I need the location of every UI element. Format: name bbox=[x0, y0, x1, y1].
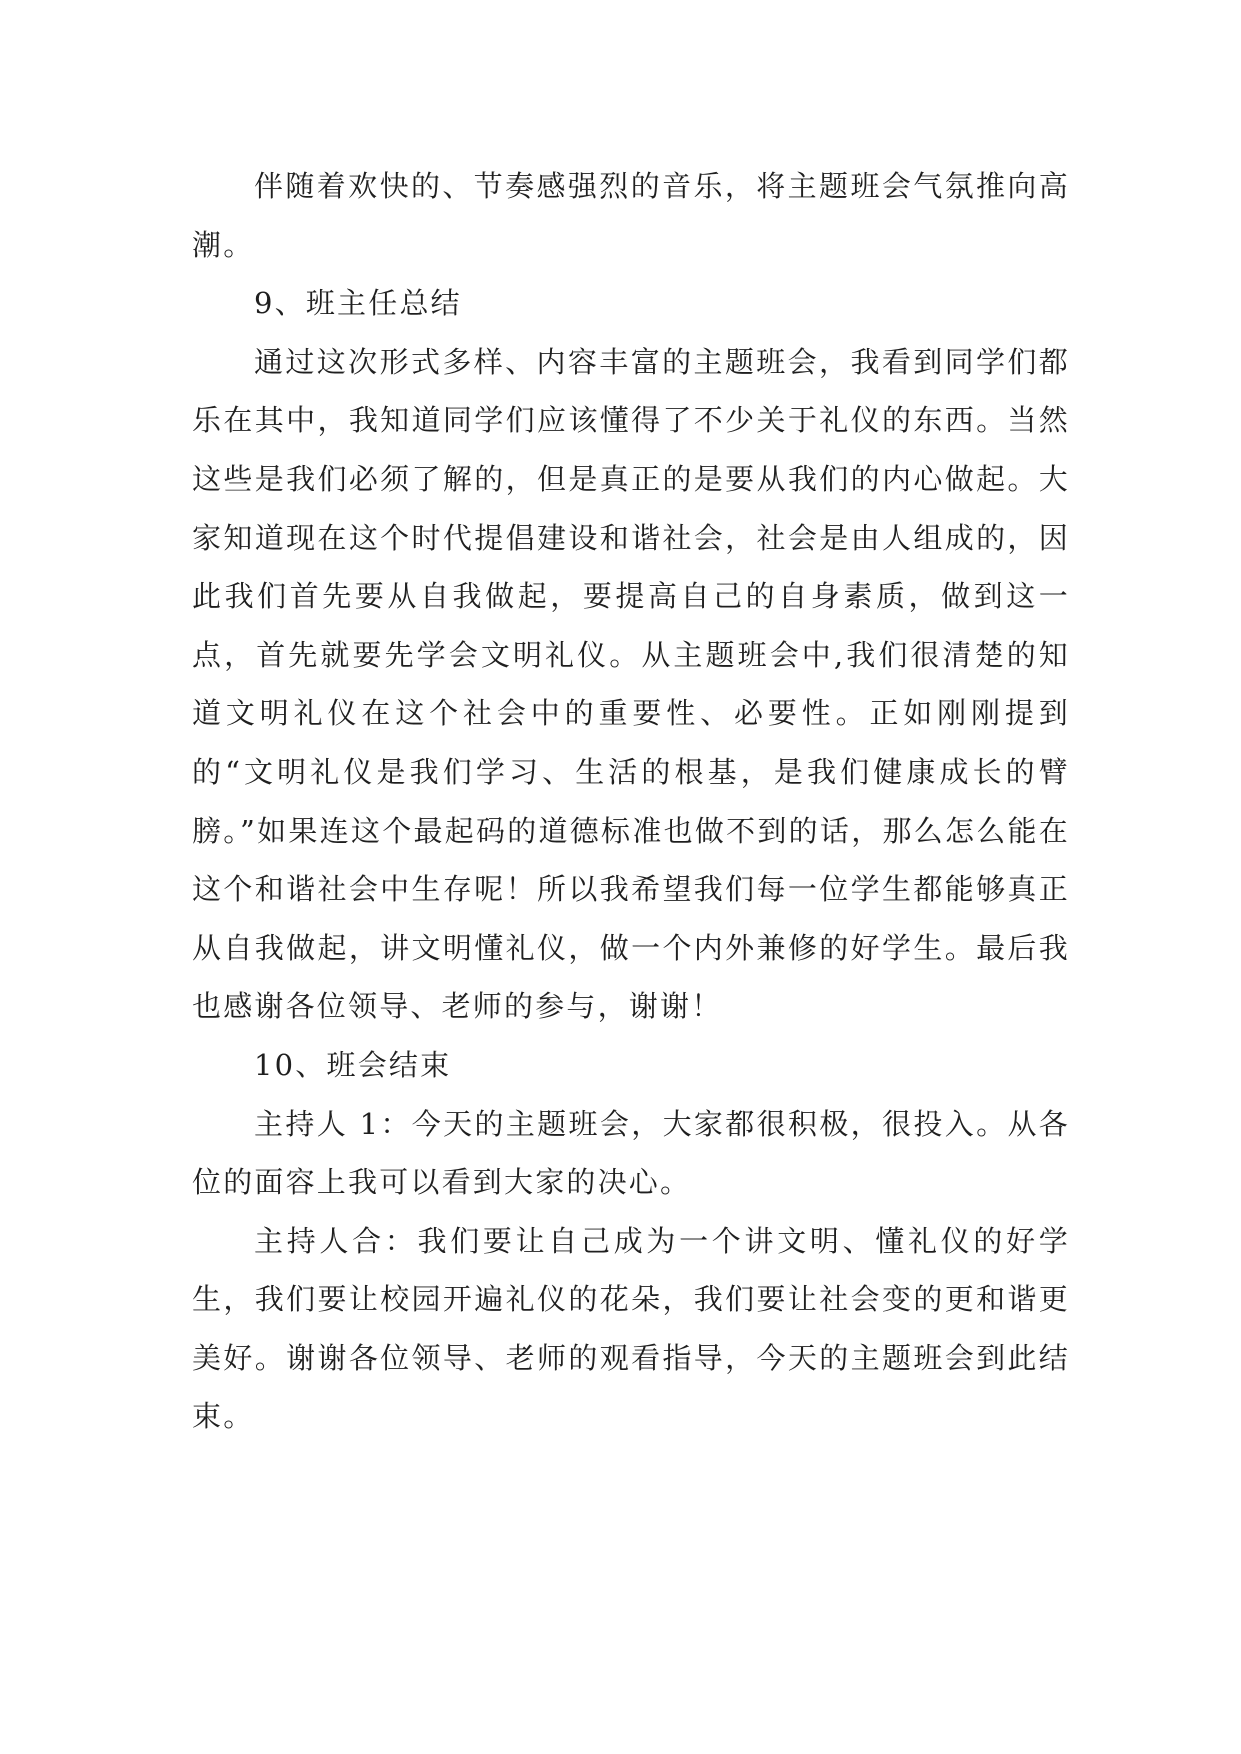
paragraph-music-climax: 伴随着欢快的、节奏感强烈的音乐，将主题班会气氛推向高潮。 bbox=[192, 169, 1070, 262]
document-body bbox=[192, 157, 1070, 1446]
paragraph-host-together: 主持人合：我们要让自己成为一个讲文明、懂礼仪的好学生，我们要让校园开遍礼仪的花朵，我们要让社会变的更和谐更美好。谢谢各位领导、老师的观看指导，今天的主题班会到此结束。 bbox=[192, 1223, 1070, 1434]
section-heading-10: 10、班会结束 bbox=[254, 1047, 452, 1082]
paragraph-host-1: 主持人 1：今天的主题班会，大家都很积极，很投入。从各位的面容上我可以看到大家的决心。 bbox=[192, 1106, 1070, 1200]
paragraph-teacher-summary: 通过这次形式多样、内容丰富的主题班会，我看到同学们都乐在其中，我知道同学们应该懂得了不少关于礼仪的东西。当然这些是我们必须了解的，但是真正的是要从我们的内心做起。大家知道现在这个时代提倡建设和谐社会，社会是由人组成的，因此我们首先要从自我做起，要提高自己的自身素质，做到这一点，首先就要先学会文明礼仪。从主题班会中,我们很清楚的知道文明礼仪在这个社会中的重要性、必要性。正如刚刚提到的“文明礼仪是我们学习、生活的根基，是我们健康成长的臂膀。”如果连这个最起码的道德标准也做不到的话，那么怎么能在这个和谐社会中生存呢！所以我希望我们每一位学生都能够真正从自我做起，讲文明懂礼仪，做一个内外兼修的好学生。最后我也感谢各位领导、老师的参与，谢谢！ bbox=[192, 344, 1070, 1024]
section-heading-9: 9、班主任总结 bbox=[254, 286, 462, 321]
